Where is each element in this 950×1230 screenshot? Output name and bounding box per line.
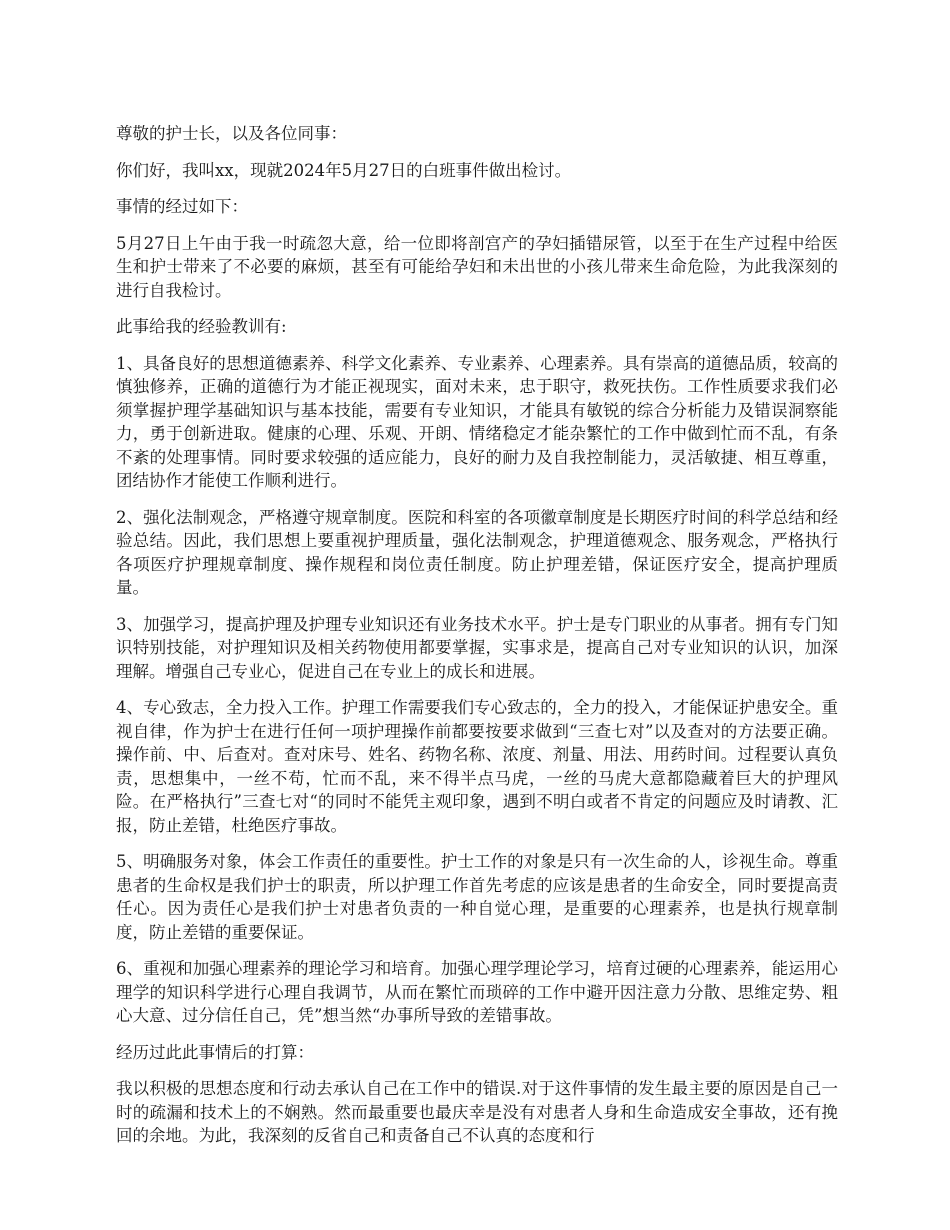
lesson-paragraph-1: 1、具备良好的思想道德素养、科学文化素养、专业素养、心理素养。具有崇高的道德品质，较高的慎独修养，正确的道德行为才能正视现实，面对未来，忠于职守，救死扶伤。工作性质要求我们必须掌握护理学基础知识与基本技能，需要有专业知识，才能具有敏锐的综合分析能力及错误洞察能力，勇于创新进取。健康的心理、乐观、开朗、情绪稳定才能杂繁忙的工作中做到忙而不乱，有条不紊的处理事情。同时要求较强的适应能力，良好的耐力及自我控制能力，灵活敏捷、相互尊重，团结协作才能使工作顺利进行。	[116, 353, 838, 490]
lesson-paragraph-5: 5、明确服务对象，体会工作责任的重要性。护士工作的对象是只有一次生命的人，诊视生命。尊重患者的生命权是我们护士的职责，所以护理工作首先考虑的应该是患者的生命安全，同时要提高责任心。因为责任心是我们护士对患者负责的一种自觉心理，是重要的心理素养，也是执行规章制度，防止差错的重要保证。	[116, 852, 838, 942]
lesson-paragraph-3: 3、加强学习，提高护理及护理专业知识还有业务技术水平。护士是专门职业的从事者。拥有专门知识特别技能，对护理知识及相关药物使用都要掌握，实事求是，提高自己对专业知识的认识，加深理解。增强自己专业心，促进自己在专业上的成长和进展。	[116, 614, 838, 681]
lesson-paragraph-2: 2、强化法制观念，严格遵守规章制度。医院和科室的各项徽章制度是长期医疗时间的科学总结和经验总结。因此，我们思想上要重视护理质量，强化法制观念，护理道德观念、服务观念，严格执行各项医疗护理规章制度、操作规程和岗位责任制度。防止护理差错，保证医疗安全，提高护理质量。	[116, 507, 838, 597]
section-heading: 经历过此此事情后的打算：	[116, 1042, 314, 1062]
salutation: 尊敬的护士长，以及各位同事：	[116, 124, 347, 143]
section-heading: 事情的经过如下：	[116, 197, 248, 216]
plan-paragraph: 我以积极的思想态度和行动去承认自己在工作中的错误.对于这件事情的发生最主要的原因是自己一时的疏漏和技术上的不娴熟。然而最重要也最庆幸是没有对患者人身和生命造成安全事故，还有挽回的余地。为此，我深刻的反省自己和责备自己不认真的态度和行	[116, 1079, 838, 1145]
lesson-paragraph-6: 6、重视和加强心理素养的理论学习和培育。加强心理学理论学习，培育过硬的心理素养，能运用心理学的知识科学进行心理自我调节，从而在繁忙而琐碎的工作中避开因注意力分散、思维定势、粗心大意、过分信任自己，凭”想当然“办事所导致的差错事故。	[116, 959, 838, 1025]
greeting-paragraph: 你们好，我叫xx，现就2024年5月27日的白班事件做出检讨。	[116, 160, 572, 180]
section-heading: 此事给我的经验教训有:	[116, 317, 287, 336]
incident-paragraph: 5月27日上午由于我一时疏忽大意，给一位即将剖宫产的孕妇插错尿管，以至于在生产过程中给医生和护士带来了不必要的麻烦，甚至有可能给孕妇和未出世的小孩儿带来生命危险，为此我深刻的进行自我检讨。	[116, 233, 838, 300]
document-body	[116, 122, 838, 1161]
lesson-paragraph-4: 4、专心致志，全力投入工作。护理工作需要我们专心致志的，全力的投入，才能保证护患安全。重视自律，作为护士在进行任何一项护理操作前都要按要求做到“三查七对”以及查对的方法要正确。操作前、中、后查对。查对床号、姓名、药物名称、浓度、剂量、用法、用药时间。过程要认真负责，思想集中，一丝不苟，忙而不乱，来不得半点马虎，一丝的马虎大意都隐藏着巨大的护理风险。在严格执行”三查七对“的同时不能凭主观印象，遇到不明白或者不肯定的问题应及时请教、汇报，防止差错，杜绝医疗事故。	[116, 698, 838, 835]
